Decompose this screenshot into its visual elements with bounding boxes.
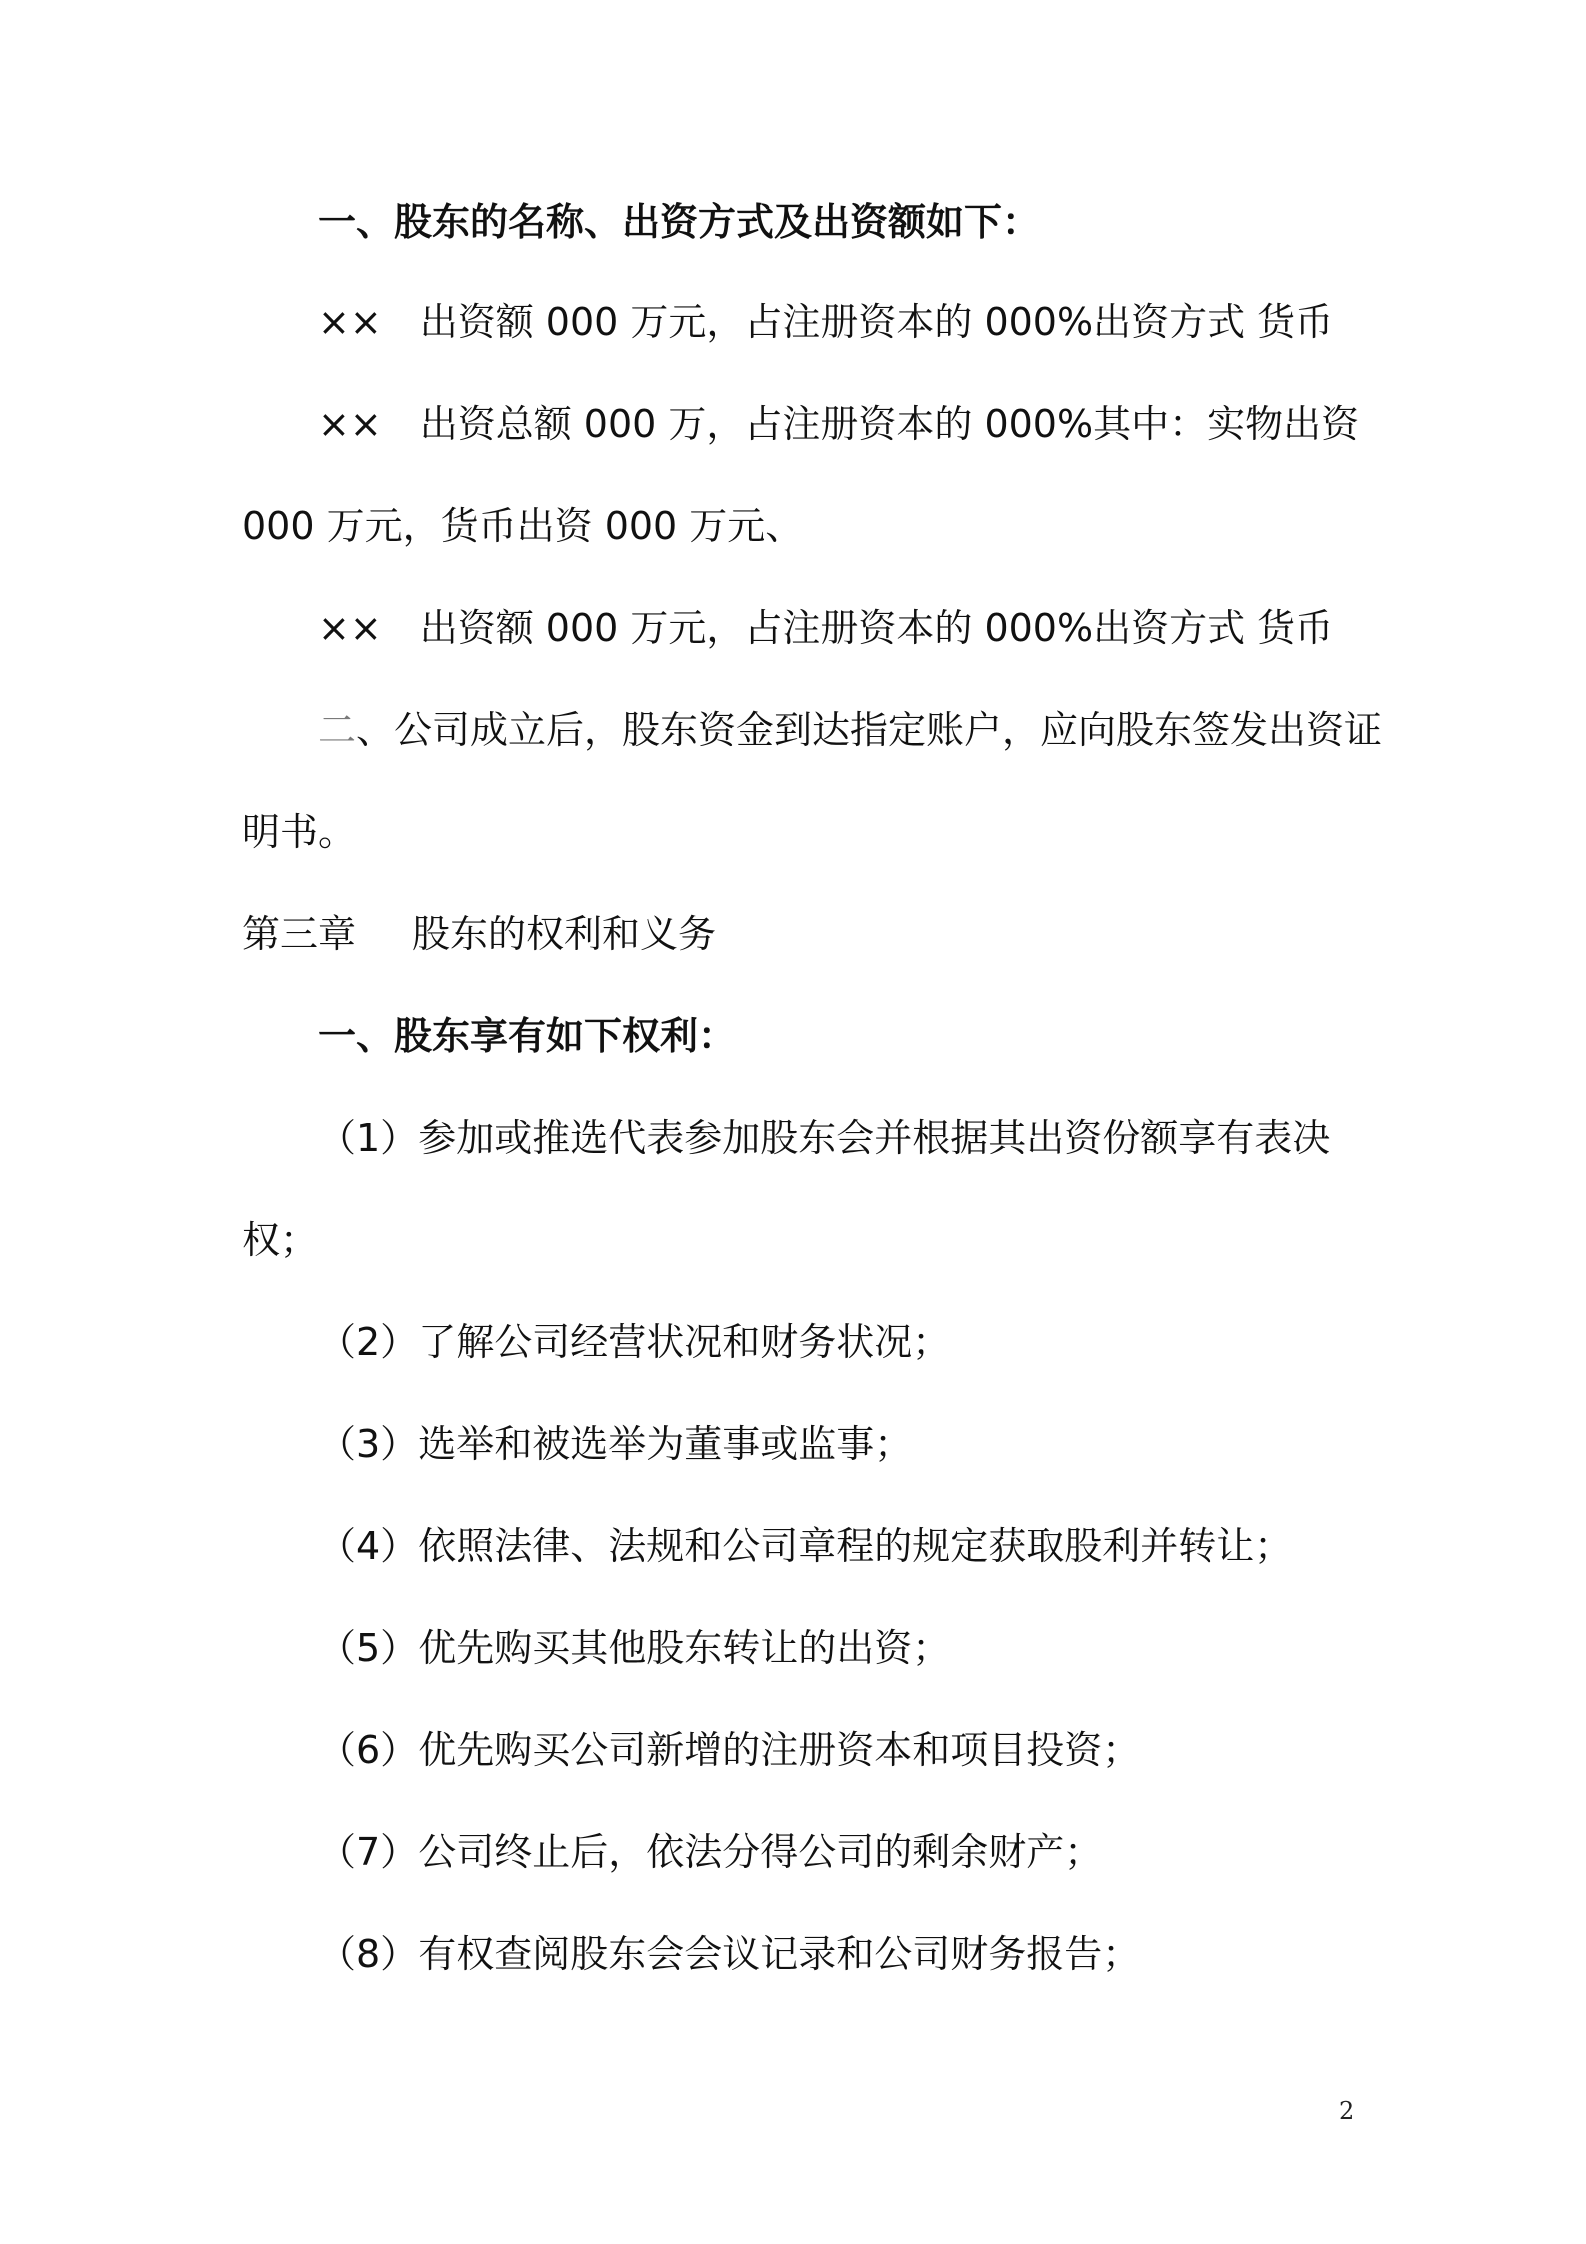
shareholder-name: ×× — [318, 300, 382, 344]
shareholder-row — [318, 400, 1359, 448]
rights-item-text: 了解公司经营状况和财务状况； — [418, 1320, 951, 1364]
rights-item-text: 有权查阅股东会会议记录和公司财务报告； — [418, 1932, 1141, 1976]
section2-paragraph — [318, 706, 1382, 754]
section2-numeral: 二 — [318, 708, 357, 752]
rights-item-text: 优先购买公司新增的注册资本和项目投资； — [418, 1728, 1141, 1772]
rights-list-item — [318, 1420, 912, 1468]
rights-item-number: （5） — [318, 1626, 419, 1670]
rights-list-item — [318, 1828, 1102, 1876]
rights-list-item — [318, 1726, 1140, 1774]
rights-item-number: （8） — [318, 1932, 419, 1976]
section2-text: 、公司成立后，股东资金到达指定账户，应向股东签发出资证 — [356, 708, 1383, 752]
shareholder-row — [318, 298, 1333, 346]
rights-item-number: （7） — [318, 1830, 419, 1874]
rights-item-number: （3） — [318, 1422, 419, 1466]
shareholder-name: ×× — [318, 606, 382, 650]
rights-item-number: （4） — [318, 1524, 419, 1568]
page-number: 2 — [1339, 2097, 1355, 2125]
shareholder-name: ×× — [318, 402, 382, 446]
rights-item-text: 依照法律、法规和公司章程的规定获取股利并转让； — [418, 1524, 1293, 1568]
shareholder-contribution-text: 出资总额 000 万，占注册资本的 000%其中：实物出资 — [419, 402, 1360, 446]
shareholder-row — [318, 604, 1333, 652]
rights-heading: 一、股东享有如下权利： — [318, 1014, 737, 1058]
section2-continuation: 明书。 — [242, 810, 357, 854]
rights-item-text: 公司终止后，依法分得公司的剩余财产； — [418, 1830, 1103, 1874]
rights-list-item — [318, 1624, 950, 1672]
chapter-label: 第三章 — [242, 912, 357, 956]
rights-item-number: （6） — [318, 1728, 419, 1772]
rights-item-text: 优先购买其他股东转让的出资； — [418, 1626, 951, 1670]
rights-item-number: （2） — [318, 1320, 419, 1364]
rights-list-item — [318, 1522, 1292, 1570]
rights-list-item — [318, 1930, 1140, 1978]
rights-list-item — [318, 1114, 1330, 1162]
section1-heading: 一、股东的名称、出资方式及出资额如下： — [318, 200, 1041, 244]
chapter-title: 股东的权利和义务 — [412, 912, 717, 956]
chapter-heading — [242, 910, 716, 958]
rights-item-text: 参加或推选代表参加股东会并根据其出资份额享有表决 — [418, 1116, 1331, 1160]
rights-item-continuation: 权； — [242, 1218, 319, 1262]
rights-list-item — [318, 1318, 950, 1366]
shareholder-row-continuation: 000 万元，货币出资 000 万元、 — [242, 504, 804, 548]
rights-item-text: 选举和被选举为董事或监事； — [418, 1422, 913, 1466]
shareholder-contribution-text: 出资额 000 万元，占注册资本的 000%出资方式 货币 — [419, 606, 1334, 650]
shareholder-contribution-text: 出资额 000 万元，占注册资本的 000%出资方式 货币 — [419, 300, 1334, 344]
rights-item-number: （1） — [318, 1116, 419, 1160]
